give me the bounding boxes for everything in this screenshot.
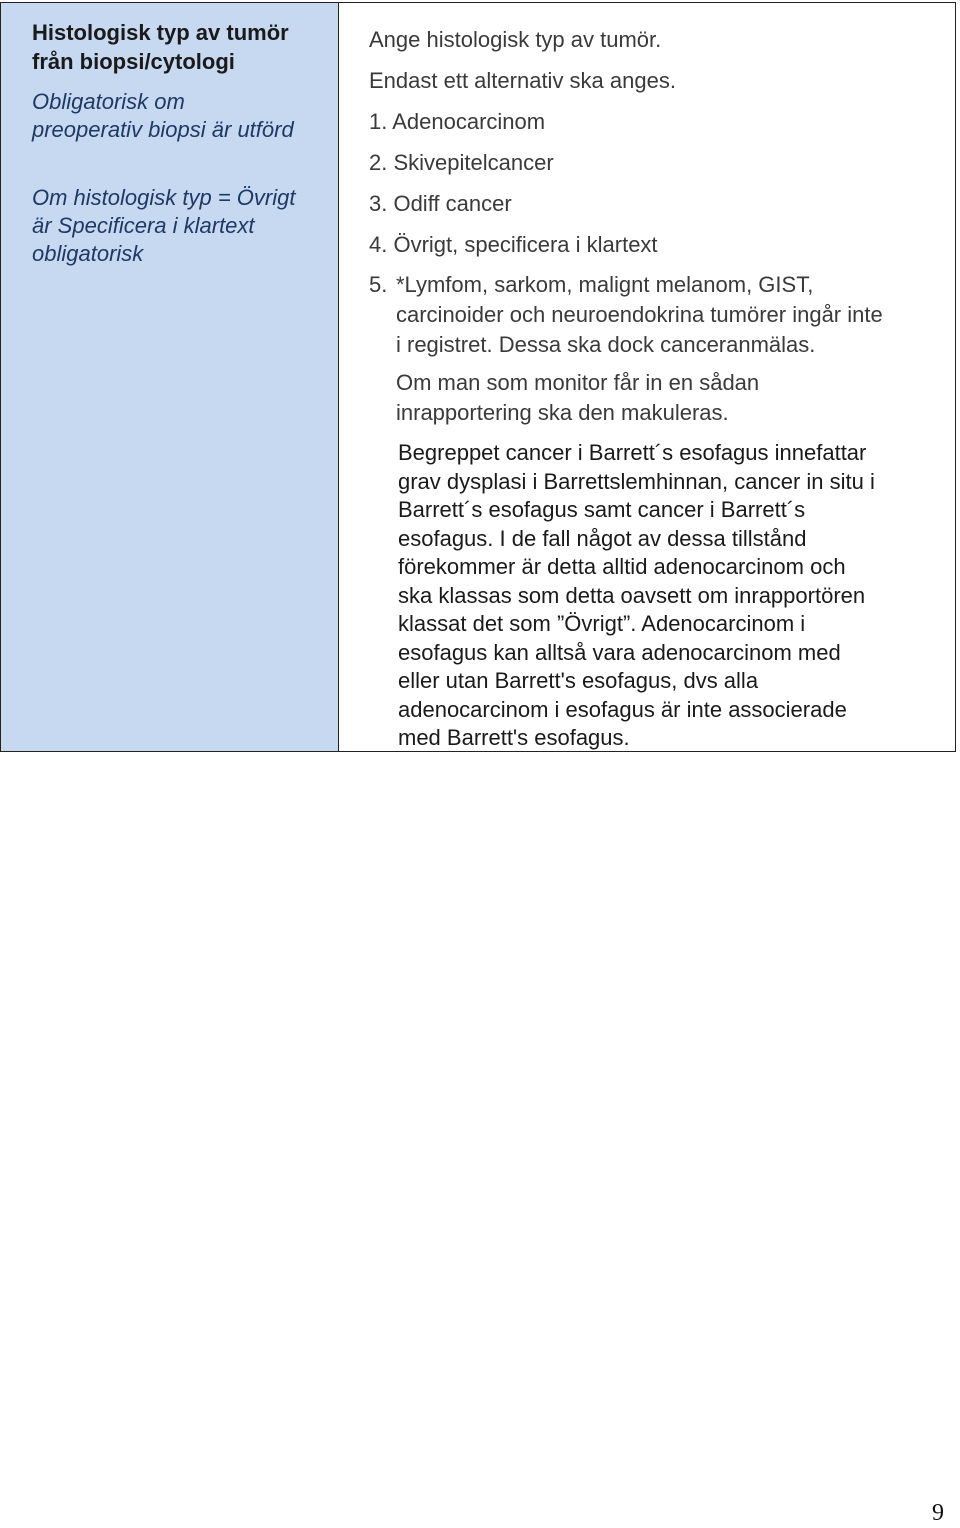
intro-line-2: Endast ett alternativ ska anges. <box>369 68 676 93</box>
item-5-line-3: i registret. Dessa ska dock canceranmälas. <box>396 332 816 357</box>
barrett-line: esofagus. I de fall något av dessa tillstånd <box>398 525 807 551</box>
barrett-line: ska klassas som detta oavsett om inrapportören <box>398 582 866 608</box>
intro-line-1: Ange histologisk typ av tumör. <box>369 27 662 52</box>
option-adenocarcinom: 1. Adenocarcinom <box>369 109 546 134</box>
field-label-cell <box>1 3 339 751</box>
item-5-line-2: carcinoider och neuroendokrina tumörer ingår inte <box>396 302 883 327</box>
mandatory-note-line-2: preoperativ biopsi är utförd <box>32 117 294 142</box>
item-5-text <box>396 270 883 360</box>
makulera-line-2: inrapportering ska den makuleras. <box>396 400 729 425</box>
page-number: 9 <box>932 1500 944 1526</box>
makulera-note <box>396 368 945 428</box>
histology-table-row <box>0 2 956 752</box>
item-5-line-1: *Lymfom, sarkom, malignt melanom, GIST, <box>396 272 814 297</box>
item-5-note <box>369 265 945 360</box>
makulera-line-1: Om man som monitor får in en sådan <box>396 370 760 395</box>
mandatory-note-line-1: Obligatorisk om <box>32 89 185 114</box>
option-ovrigt: 4. Övrigt, specificera i klartext <box>369 232 658 257</box>
barrett-line: Barrett´s esofagus samt cancer i Barrett´s <box>398 497 806 522</box>
barrett-line: grav dysplasi i Barrettslemhinnan, cancer in situ i <box>398 468 875 494</box>
item-5-number: 5. <box>369 272 388 297</box>
option-odiff-cancer: 3. Odiff cancer <box>369 191 512 216</box>
barrett-line: med Barrett's esofagus. <box>398 725 630 750</box>
barrett-line: esofagus kan alltså vara adenocarcinom med <box>398 639 841 665</box>
field-title-line-2: från biopsi/cytologi <box>32 49 235 74</box>
barrett-line: adenocarcinom i esofagus är inte associerade <box>398 696 847 722</box>
field-title-line-1: Histologisk typ av tumör <box>32 20 289 45</box>
barrett-line: Begreppet cancer i Barrett´s esofagus innefattar <box>398 440 867 465</box>
option-skivepitelcancer: 2. Skivepitelcancer <box>369 150 554 175</box>
other-specify-note-line-3: obligatorisk <box>32 241 144 266</box>
barrett-line: förekommer är detta alltid adenocarcinom och <box>398 554 846 579</box>
other-specify-note-line-1: Om histologisk typ = Övrigt <box>32 185 296 210</box>
barrett-paragraph <box>398 439 945 753</box>
barrett-line: eller utan Barrett's esofagus, dvs alla <box>398 668 759 693</box>
barrett-line: klassat det som ”Övrigt”. Adenocarcinom i <box>398 611 806 636</box>
field-description-cell <box>339 3 955 751</box>
other-specify-note-line-2: är Specificera i klartext <box>32 213 255 238</box>
